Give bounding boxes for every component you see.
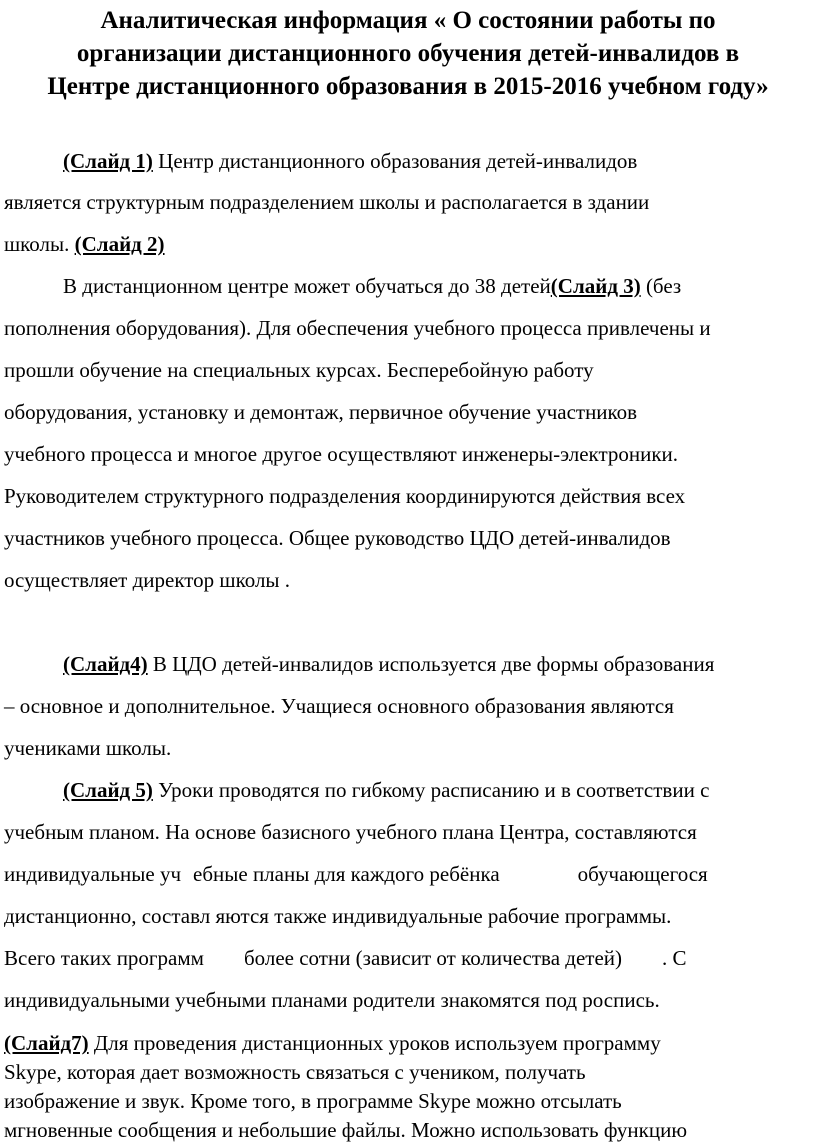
- paragraph-line: [4, 189, 649, 215]
- paragraph-line: [4, 357, 594, 383]
- text: учебным планом. На основе базисного учебного плана Центра, составляются: [4, 820, 697, 844]
- slide-5-ref: (Слайд 5): [63, 778, 153, 802]
- paragraph-line: [63, 273, 681, 299]
- paragraph-line: [4, 1117, 687, 1143]
- text: Skype, которая дает возможность связаться с учеником, получать: [4, 1060, 586, 1084]
- text: учебного процесса и многое другое осуществляют инженеры-электроники.: [4, 442, 679, 466]
- title-line-1: Аналитическая информация « О состоянии работы по: [100, 7, 716, 34]
- paragraph-line: [4, 1088, 622, 1114]
- paragraph-line: [4, 735, 171, 761]
- paragraph-line: [4, 399, 637, 425]
- text: оборудования, установку и демонтаж, первичное обучение участников: [4, 400, 638, 424]
- text: Уроки проводятся по гибкому расписанию и в соответствии с: [158, 778, 710, 802]
- text: пополнения оборудования). Для обеспечения учебного процесса привлечены и: [4, 316, 711, 340]
- paragraph-line: [4, 1030, 661, 1056]
- text: В дистанционном центре может обучаться до 38 детей: [63, 274, 551, 298]
- text: индивидуальными учебными планами родители знакомятся под роспись.: [4, 988, 660, 1012]
- text: дистанционно, составл яются также индивидуальные рабочие программы.: [4, 904, 672, 928]
- paragraph-line: [63, 777, 709, 803]
- paragraph-line: [4, 1059, 586, 1085]
- paragraph-line: [4, 693, 674, 719]
- text: Для проведения дистанционных уроков используем программу: [93, 1031, 661, 1055]
- text: осуществляет директор школы .: [4, 568, 291, 592]
- text: школы.: [4, 232, 70, 256]
- text: ебные планы для каждого ребёнка: [193, 862, 500, 886]
- slide-7-ref: (Слайд7): [4, 1031, 89, 1055]
- text: индивидуальные уч: [4, 862, 182, 886]
- title-line-2: организации дистанционного обучения детей-инвалидов в: [76, 40, 740, 67]
- paragraph-line: [4, 987, 660, 1013]
- paragraph-line: [4, 819, 697, 845]
- slide-2-ref: (Слайд 2): [74, 232, 165, 256]
- document-title: [0, 4, 816, 103]
- text: Центр дистанционного образования детей-инвалидов: [158, 149, 638, 173]
- text: изображение и звук. Кроме того, в программе Skype можно отсылать: [4, 1089, 622, 1113]
- paragraph-line: [4, 525, 671, 551]
- slide-1-ref: (Слайд 1): [63, 149, 153, 173]
- text: – основное и дополнительное. Учащиеся основного образования являются: [4, 694, 674, 718]
- text: прошли обучение на специальных курсах. Бесперебойную работу: [4, 358, 594, 382]
- paragraph-line: [4, 483, 685, 509]
- text: Руководителем структурного подразделения координируются действия всех: [4, 484, 686, 508]
- paragraph-line: [4, 861, 708, 887]
- title-line-3: Центре дистанционного образования в 2015-2016 учебном году»: [47, 73, 769, 100]
- paragraph-line: [4, 945, 687, 971]
- slide-3-ref: (Слайд 3): [550, 274, 641, 298]
- paragraph-line: [4, 567, 290, 593]
- text: более сотни (зависит от количества детей): [243, 946, 623, 970]
- paragraph-line: [4, 903, 671, 929]
- paragraph-line: [4, 315, 711, 341]
- text: (без: [640, 274, 682, 298]
- slide-4-ref: (Слайд4): [63, 652, 148, 676]
- paragraph-line: [63, 148, 637, 174]
- paragraph-line: [4, 231, 165, 257]
- text: мгновенные сообщения и небольшие файлы. Можно использовать функцию: [4, 1118, 688, 1142]
- text: участников учебного процесса. Общее руководство ЦДО детей-инвалидов: [4, 526, 671, 550]
- text: В ЦДО детей-инвалидов используется две формы образования: [152, 652, 715, 676]
- text: обучающегося: [577, 862, 708, 886]
- text: . С: [662, 946, 687, 970]
- text: Всего таких программ: [4, 946, 204, 970]
- text: учениками школы.: [4, 736, 172, 760]
- text: является структурным подразделением школы и располагается в здании: [4, 190, 650, 214]
- paragraph-line: [63, 651, 714, 677]
- paragraph-line: [4, 441, 678, 467]
